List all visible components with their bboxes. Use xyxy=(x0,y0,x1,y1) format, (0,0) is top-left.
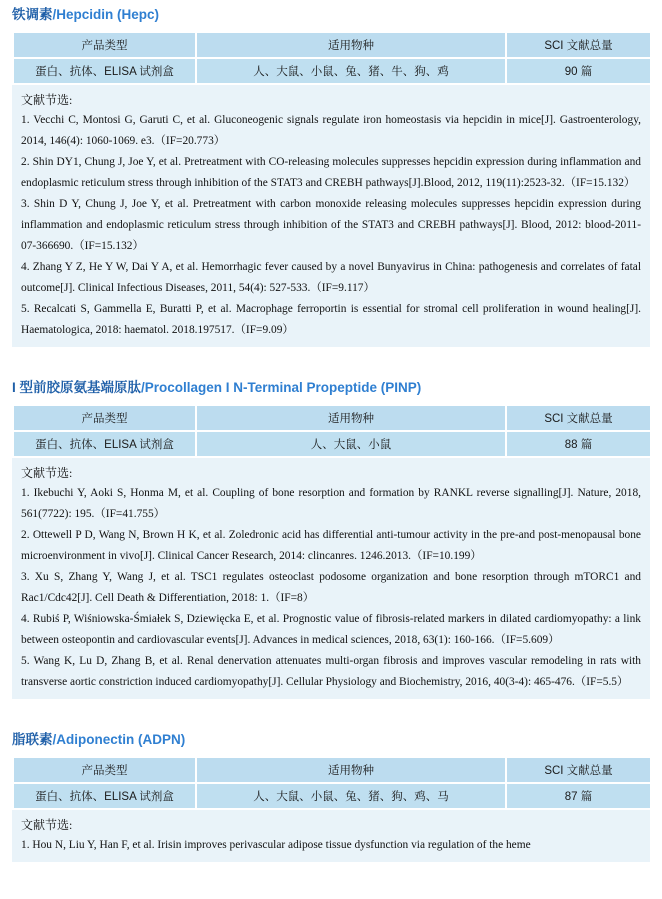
spec-table xyxy=(12,31,652,85)
header-product-type: 产品类型 xyxy=(13,32,196,58)
cell-species: 人、大鼠、小鼠 xyxy=(196,431,506,457)
cell-product-type: 蛋白、抗体、ELISA 试剂盒 xyxy=(13,783,196,809)
reference-item: 3. Shin D Y, Chung J, Joe Y, et al. Pretreatment with carbon monoxide releasing molecules suppresses hepcidin expression during inflammation and endoplasmic reticulum stress through inhibition of the STAT3 and CREBH pathways[J]. Blood, 2012: blood-2011-07-366690.（IF=15.132） xyxy=(21,198,641,252)
table-header-row xyxy=(13,405,651,431)
reference-item: 5. Recalcati S, Gammella E, Buratti P, et al. Macrophage ferroportin is essential for stromal cell proliferation in wound healing[J]. Haematologica, 2018: haematol. 2018.197517.（IF=9.09） xyxy=(21,303,641,336)
cell-sci-count: 87 篇 xyxy=(506,783,651,809)
header-product-type: 产品类型 xyxy=(13,757,196,783)
reference-box xyxy=(12,810,650,862)
reference-item: 4. Zhang Y Z, He Y W, Dai Y A, et al. Hemorrhagic fever caused by a novel Bunyavirus in China: pathogenesis and correlates of fatal outcome[J]. Clinical Infectious Diseases, 2011, 54(4): 527-533.（IF=9.117） xyxy=(21,261,641,294)
header-sci-count: SCI 文献总量 xyxy=(506,32,651,58)
table-row xyxy=(13,783,651,809)
cell-species: 人、大鼠、小鼠、兔、猪、牛、狗、鸡 xyxy=(196,58,506,84)
reference-item: 5. Wang K, Lu D, Zhang B, et al. Renal denervation attenuates multi-organ fibrosis and improves vascular remodeling in rats with transverse aortic constriction induced cardiomyopathy[J]. Cellular Physiology and Biochemistry, 2016, 40(3-4): 465-476.（IF=5.5） xyxy=(21,655,641,688)
header-species: 适用物种 xyxy=(196,32,506,58)
table-row xyxy=(13,58,651,84)
cell-sci-count: 90 篇 xyxy=(506,58,651,84)
reference-item: 1. Ikebuchi Y, Aoki S, Honma M, et al. Coupling of bone resorption and formation by RANKL reverse signalling[J]. Nature, 2018, 561(7722): 195.（IF=41.755） xyxy=(21,487,641,520)
section-gap xyxy=(0,699,662,725)
section-title-cn: 脂联素 xyxy=(12,732,53,747)
reference-item: 1. Vecchi C, Montosi G, Garuti C, et al. Gluconeogenic signals regulate iron homeostasis via hepcidin in mice[J]. Gastroenterology, 2014, 146(4): 1060-1069. e3.（IF=20.773） xyxy=(21,114,641,147)
header-species: 适用物种 xyxy=(196,405,506,431)
section-title xyxy=(0,373,662,404)
reference-label: 文献节选: xyxy=(21,93,73,107)
cell-product-type: 蛋白、抗体、ELISA 试剂盒 xyxy=(13,431,196,457)
reference-label: 文献节选: xyxy=(21,466,73,480)
section-title-cn: I 型前胶原氨基端原肽 xyxy=(12,380,142,395)
table-header-row xyxy=(13,32,651,58)
table-header-row xyxy=(13,757,651,783)
section-hepcidin xyxy=(0,0,662,347)
header-species: 适用物种 xyxy=(196,757,506,783)
reference-item: 3. Xu S, Zhang Y, Wang J, et al. TSC1 regulates osteoclast podosome organization and bone resorption through mTORC1 and Rac1/Cdc42[J]. Cell Death & Differentiation, 2018: 1.（IF=8） xyxy=(21,571,641,604)
section-title-en: /Hepcidin (Hepc) xyxy=(52,7,160,22)
section-title xyxy=(0,0,662,31)
section-adiponectin xyxy=(0,725,662,862)
table-row xyxy=(13,431,651,457)
reference-label: 文献节选: xyxy=(21,818,73,832)
header-sci-count: SCI 文献总量 xyxy=(506,405,651,431)
reference-item: 4. Rubiś P, Wiśniowska-Śmiałek S, Dziewięcka E, et al. Prognostic value of fibrosis-related markers in dilated cardiomyopathy: a link between osteopontin and cardiovascular events[J]. Advances in medical sciences, 2018, 63(1): 160-166.（IF=5.609） xyxy=(21,613,641,646)
spec-table xyxy=(12,404,652,458)
section-gap xyxy=(0,347,662,373)
section-title-en: /Procollagen I N-Terminal Propeptide (PINP) xyxy=(141,380,422,395)
section-pinp xyxy=(0,373,662,699)
reference-box xyxy=(12,85,650,347)
header-sci-count: SCI 文献总量 xyxy=(506,757,651,783)
cell-product-type: 蛋白、抗体、ELISA 试剂盒 xyxy=(13,58,196,84)
section-title xyxy=(0,725,662,756)
cell-species: 人、大鼠、小鼠、兔、猪、狗、鸡、马 xyxy=(196,783,506,809)
header-product-type: 产品类型 xyxy=(13,405,196,431)
reference-box xyxy=(12,458,650,699)
section-title-en: /Adiponectin (ADPN) xyxy=(52,732,186,747)
reference-item: 2. Ottewell P D, Wang N, Brown H K, et al. Zoledronic acid has differential anti-tumour activity in the pre-and post-menopausal bone microenvironment in vivo[J]. Clinical Cancer Research, 2014: clincanres. 1246.2013.（IF=10.199） xyxy=(21,529,641,562)
spec-table xyxy=(12,756,652,810)
reference-item: 2. Shin DY1, Chung J, Joe Y, et al. Pretreatment with CO-releasing molecules suppresses hepcidin expression during inflammation and endoplasmic reticulum stress through inhibition of the STAT3 and CREBH pathways[J].Blood, 2012, 119(11):2523-32.（IF=15.132） xyxy=(21,156,641,189)
reference-item: 1. Hou N, Liu Y, Han F, et al. Irisin improves perivascular adipose tissue dysfunction via regulation of the heme xyxy=(21,839,531,851)
cell-sci-count: 88 篇 xyxy=(506,431,651,457)
section-title-cn: 铁调素 xyxy=(12,7,53,22)
